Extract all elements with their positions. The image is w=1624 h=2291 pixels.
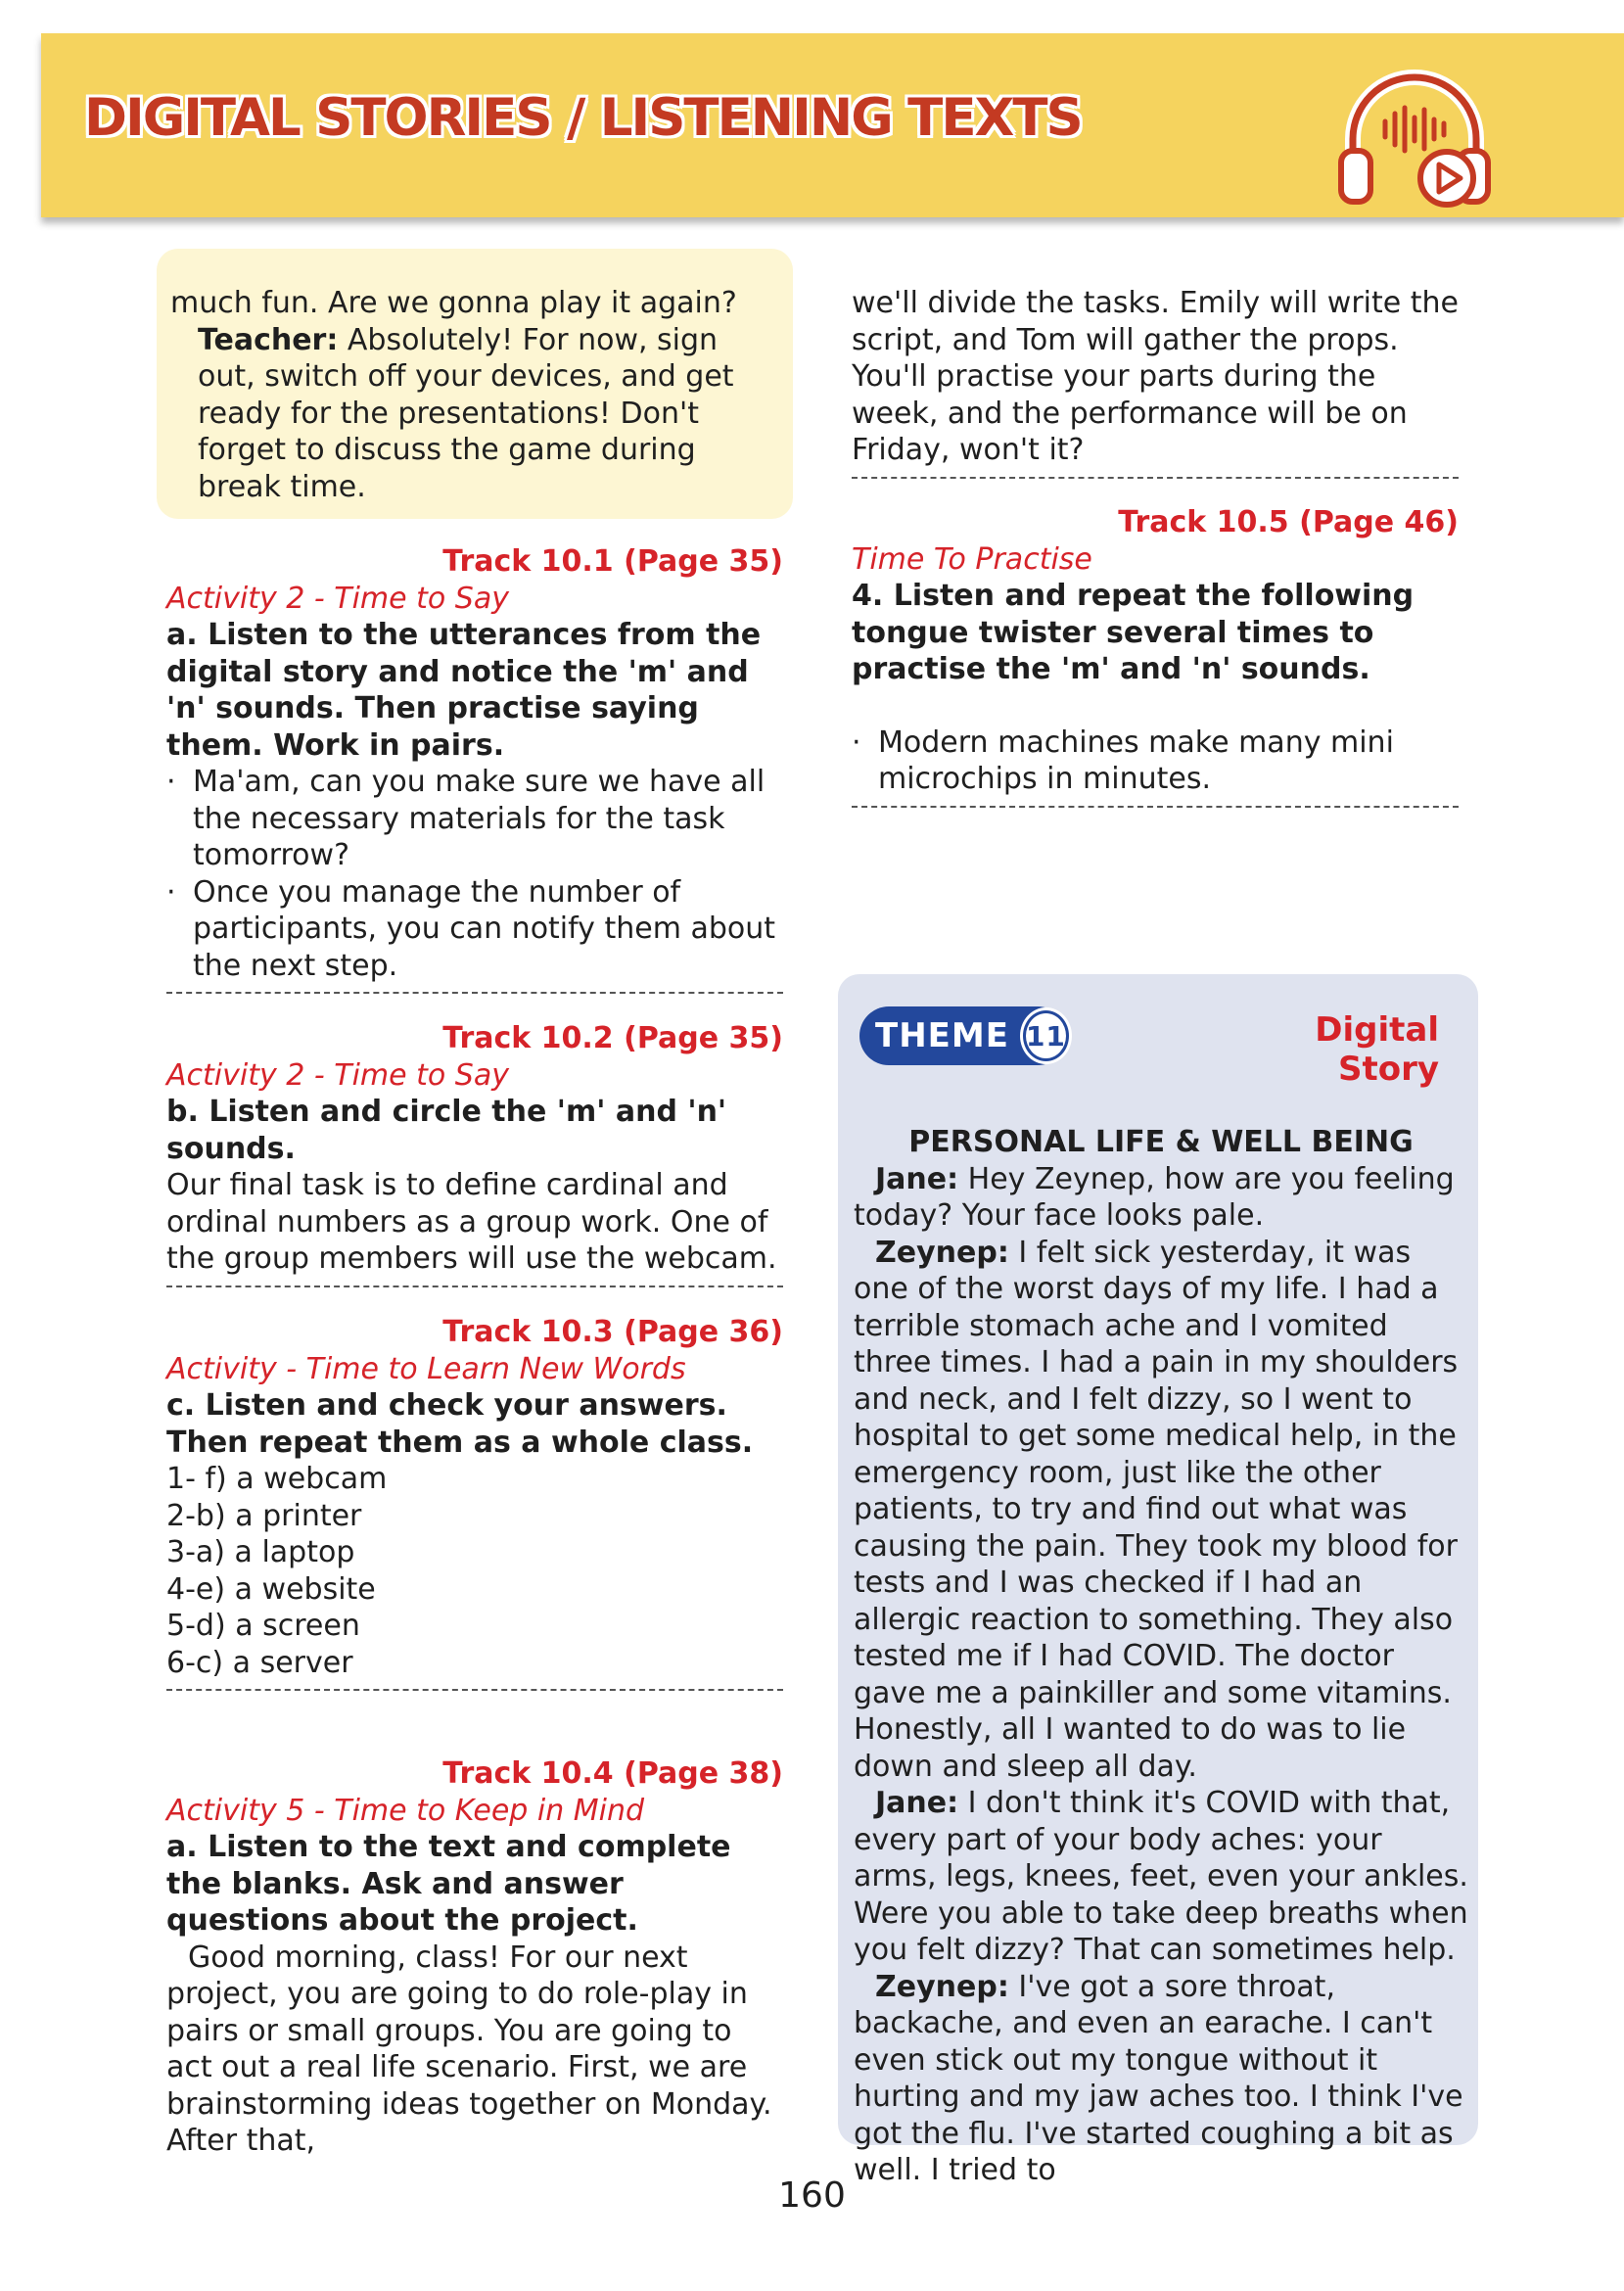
bullet-item: · Once you manage the number of participants, you can notify them about the next step.	[166, 874, 783, 985]
track-title: Track 10.2 (Page 35)	[442, 1021, 783, 1055]
track-10-1-section	[166, 543, 783, 994]
dashed-divider	[166, 1689, 783, 1691]
body-text: Good morning, class! For our next project, you are going to do role-play in pairs or small groups. You are going to act out a real life scenario. First, we are brainstorming ideas together on Monday. After that,	[166, 1940, 772, 2158]
body-text: we'll divide the tasks. Emily will write the script, and Tom will gather the props. You'll practise your parts during the week, and the performance will be on Friday, won't it?	[852, 286, 1459, 467]
instruction: b. Listen and circle the 'm' and 'n' sounds.	[166, 1095, 727, 1166]
dialogue-line	[854, 1161, 1468, 1235]
page-number: 160	[778, 2175, 846, 2216]
bullet-item: · Ma'am, can you make sure we have all the necessary materials for the task tomorrow?	[166, 764, 783, 874]
instruction: a. Listen to the text and complete the blanks. Ask and answer questions about the project.	[166, 1830, 731, 1938]
spacer	[852, 688, 1459, 725]
digital-story-text	[854, 1124, 1468, 2189]
track-10-4-section	[166, 1755, 783, 2160]
headphones-play-icon	[1331, 61, 1498, 217]
bullet-item: · Modern machines make many mini microchips in minutes.	[852, 725, 1459, 798]
dialogue-text: I've got a sore throat, backache, and even an earache. I can't even stick out my tongue without it hurting and my jaw aches too. I think I've got the flu. I've started coughing a bit as well. I tried to	[854, 1969, 1463, 2187]
body-text: Our final task is to define cardinal and ordinal numbers as a group work. One of the group members will use the webcam.	[166, 1168, 777, 1276]
dashed-divider	[852, 477, 1459, 479]
answer-item: 4-e) a website	[166, 1571, 376, 1607]
track-title: Track 10.5 (Page 46)	[1118, 505, 1459, 539]
answer-item: 6-c) a server	[166, 1645, 353, 1680]
theme-label: THEME	[875, 1016, 1009, 1055]
dialogue-text: I felt sick yesterday, it was one of the worst days of my life. I had a terrible stomach ache and I vomited three times. I had a pain in my shoulders and neck, and I felt dizzy, so I went to hospital to get some medical help, in the emergency room, just like the other patients, to try and find out what was causing the pain. They took my blood for tests and I was checked if I had an allergic reaction to something. They also tested me if I had COVID. The doctor gave me a painkiller and some vitamins. Honestly, all I wanted to do was to lie down and sleep all day.	[854, 1235, 1459, 1784]
theme-badge	[859, 1006, 1067, 1065]
track-10-5-section	[852, 504, 1459, 808]
intro-line: much fun. Are we gonna play it again?	[170, 286, 737, 320]
project-continuation	[852, 285, 1459, 479]
answer-item: 2-b) a printer	[166, 1498, 362, 1533]
dashed-divider	[852, 806, 1459, 808]
answer-item: 1- f) a webcam	[166, 1462, 388, 1496]
activity-title: Activity 2 - Time to Say	[166, 581, 509, 616]
dialogue-line	[854, 1969, 1468, 2189]
digital-story-label: Digital Story	[1315, 1010, 1439, 1089]
activity-title: Time To Practise	[852, 541, 1092, 577]
speaker-jane: Jane:	[875, 1161, 959, 1196]
teacher-text: Absolutely! For now, sign out, switch off your devices, and get ready for the presentations! Don't forget to discuss the game during break time.	[198, 322, 734, 504]
track-title: Track 10.4 (Page 38)	[442, 1756, 783, 1791]
dialogue-line	[854, 1235, 1468, 1786]
track-title: Track 10.3 (Page 36)	[442, 1315, 783, 1349]
dashed-divider	[166, 992, 783, 994]
intro-dialogue	[170, 285, 777, 505]
instruction: c. Listen and check your answers. Then repeat them as a whole class.	[166, 1388, 754, 1460]
story-heading: PERSONAL LIFE & WELL BEING	[908, 1125, 1414, 1159]
track-10-2-section	[166, 1020, 783, 1287]
theme-number: 11	[1023, 1010, 1069, 1061]
activity-title: Activity 5 - Time to Keep in Mind	[166, 1793, 645, 1828]
answer-item: 3-a) a laptop	[166, 1535, 355, 1569]
speaker-zeynep: Zeynep:	[875, 1969, 1009, 2004]
activity-title: Activity 2 - Time to Say	[166, 1057, 509, 1093]
speaker-teacher: Teacher:	[198, 322, 339, 357]
dialogue-line	[854, 1785, 1468, 1969]
page-title: DIGITAL STORIES / LISTENING TEXTS	[84, 88, 1082, 148]
track-10-3-section	[166, 1314, 783, 1691]
dashed-divider	[166, 1286, 783, 1287]
activity-title: Activity - Time to Learn New Words	[166, 1351, 686, 1386]
track-title: Track 10.1 (Page 35)	[442, 544, 783, 579]
dialogue-text: I don't think it's COVID with that, every part of your body aches: your arms, legs, knees, feet, even your ankles. Were you able to take deep breaths when you felt dizzy? That can sometimes help.	[854, 1786, 1468, 1967]
teacher-line	[170, 322, 777, 506]
instruction: a. Listen to the utterances from the digital story and notice the 'm' and 'n' sounds. Then practise saying them. Work in pairs.	[166, 618, 762, 763]
instruction: 4. Listen and repeat the following tongue twister several times to practise the 'm' and 'n' sounds.	[852, 579, 1415, 686]
answer-item: 5-d) a screen	[166, 1609, 360, 1643]
speaker-zeynep: Zeynep:	[875, 1235, 1009, 1270]
dialogue-text: Hey Zeynep, how are you feeling today? Your face looks pale.	[854, 1161, 1455, 1233]
speaker-jane: Jane:	[875, 1786, 959, 1820]
